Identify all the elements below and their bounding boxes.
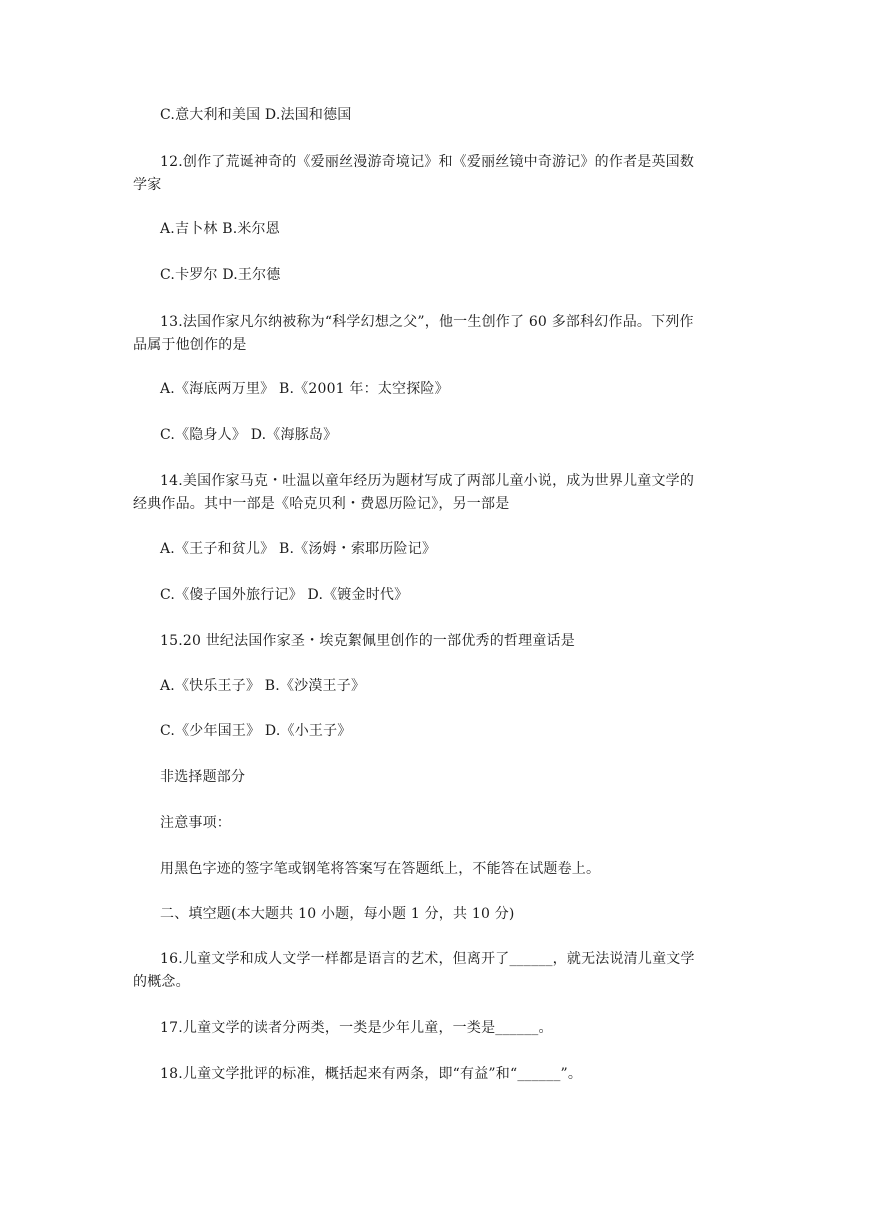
q12-options-ab: A.吉卜林 B.米尔恩 (160, 221, 280, 237)
notice-text: 用黑色字迹的签字笔或钢笔将答案写在答题纸上，不能答在试题卷上。 (160, 861, 601, 877)
q11-options-cd: C.意大利和美国 D.法国和德国 (160, 107, 352, 123)
fill-blank-heading: 二、填空题(本大题共 10 小题，每小题 1 分，共 10 分) (160, 906, 515, 922)
q12-stem-continued: 学家 (133, 177, 162, 193)
q14-options-ab: A.《王子和贫儿》 B.《汤姆・索耶历险记》 (160, 541, 437, 557)
q12-stem: 12.创作了荒诞神奇的《爱丽丝漫游奇境记》和《爱丽丝镜中奇游记》的作者是英国数 (160, 154, 695, 170)
q13-options-cd: C.《隐身人》 D.《海豚岛》 (160, 427, 338, 443)
q13-stem: 13.法国作家凡尔纳被称为“科学幻想之父”，他一生创作了 60 多部科幻作品。下列作 (160, 314, 694, 330)
q14-stem-continued: 经典作品。其中一部是《哈克贝利・费恩历险记》，另一部是 (133, 496, 510, 512)
q13-options-ab: A.《海底两万里》 B.《2001 年：太空探险》 (160, 381, 449, 397)
q15-options-cd: C.《少年国王》 D.《小王子》 (160, 723, 352, 739)
q16-stem: 16.儿童文学和成人文学一样都是语言的艺术，但离开了______，就无法说清儿童文学 (160, 951, 695, 967)
q14-options-cd: C.《傻子国外旅行记》 D.《镀金时代》 (160, 587, 409, 603)
section-heading: 非选择题部分 (160, 769, 246, 785)
notice-heading: 注意事项： (160, 815, 231, 831)
q15-stem: 15.20 世纪法国作家圣・埃克絮佩里创作的一部优秀的哲理童话是 (160, 633, 575, 649)
q12-options-cd: C.卡罗尔 D.王尔德 (160, 267, 281, 283)
q15-options-ab: A.《快乐王子》 B.《沙漠王子》 (160, 678, 366, 694)
q13-stem-continued: 品属于他创作的是 (133, 337, 247, 353)
q14-stem: 14.美国作家马克・吐温以童年经历为题材写成了两部儿童小说，成为世界儿童文学的 (160, 473, 695, 489)
q17-stem: 17.儿童文学的读者分两类，一类是少年儿童，一类是______。 (160, 1020, 553, 1036)
q16-stem-continued: 的概念。 (133, 974, 190, 990)
q18-stem: 18.儿童文学批评的标准，概括起来有两条，即“有益”和“______”。 (160, 1066, 583, 1082)
